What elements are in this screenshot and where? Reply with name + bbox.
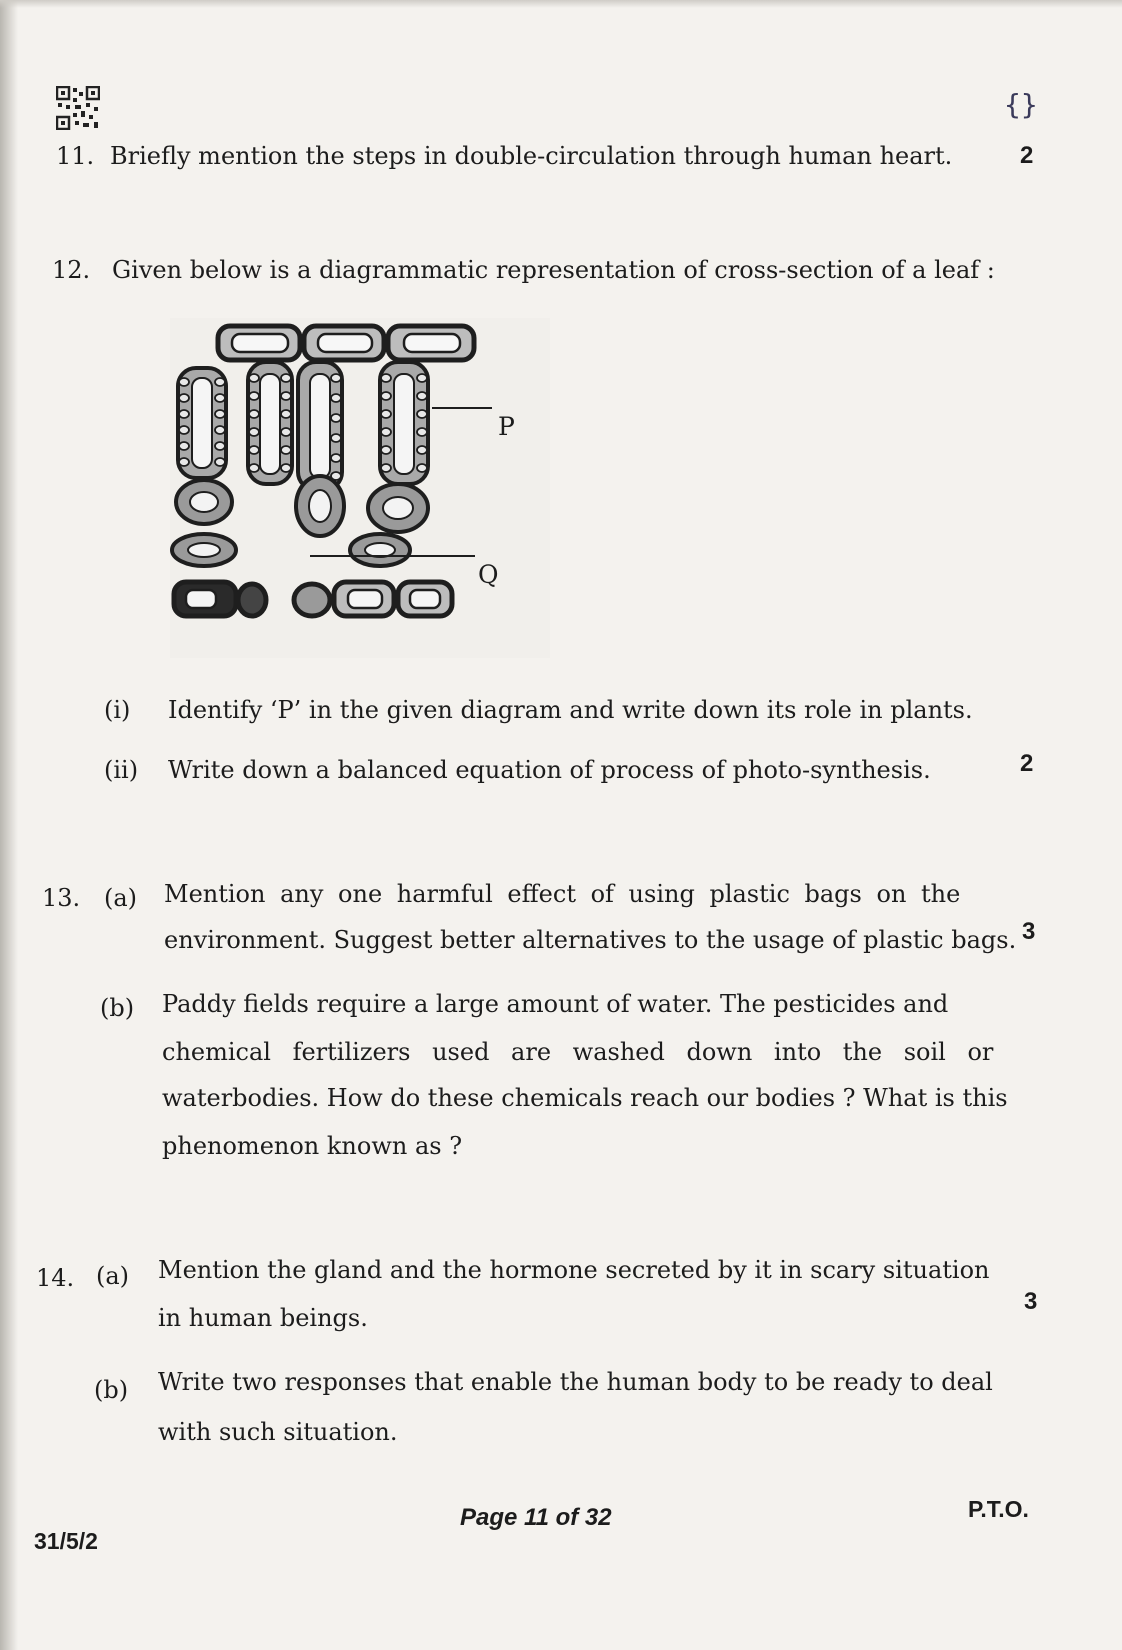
question-13-part-b-label: (b) [100,994,135,1022]
question-14-part-a-line-2: in human beings. [158,1304,368,1332]
question-13-part-b-line-2: chemical fertilizers used are washed down into the soil or [162,1038,994,1066]
leaf-cross-section-diagram [170,318,550,658]
question-14-part-a-line-1: Mention the gland and the hormone secreted by it in scary situation [158,1256,990,1284]
question-11-number: 11. [56,142,95,170]
brace-mark: {} [1004,88,1038,121]
question-13-marks: 3 [1022,918,1036,945]
diagram-label-p: P [498,412,515,441]
question-14-marks: 3 [1024,1288,1038,1315]
diagram-label-q: Q [478,560,499,589]
question-14-part-b-line-1: Write two responses that enable the human body to be ready to deal [158,1368,993,1396]
question-13-part-a-label: (a) [104,884,138,912]
page-edge-shadow [0,0,18,1650]
question-13-part-a-line-2: environment. Suggest better alternatives to the usage of plastic bags. [164,926,1017,954]
qr-code-icon [56,86,100,130]
question-11-marks: 2 [1020,142,1034,169]
question-14-number: 14. [36,1264,75,1292]
page-top-shadow [0,0,1122,8]
question-14-part-b-line-2: with such situation. [158,1418,398,1446]
question-12-part-ii-label: (ii) [104,756,139,784]
question-14-part-b-label: (b) [94,1376,129,1404]
question-13-part-b-line-4: phenomenon known as ? [162,1132,463,1160]
question-12-part-i-text: Identify ‘P’ in the given diagram and write down its role in plants. [168,696,973,724]
question-13-part-a-line-1: Mention any one harmful effect of using plastic bags on the [164,880,961,908]
question-14-part-a-label: (a) [96,1262,130,1290]
question-13-number: 13. [42,884,81,912]
question-11-text: Briefly mention the steps in double-circulation through human heart. [110,142,953,170]
pto-label: P.T.O. [968,1496,1029,1522]
question-12-part-i-label: (i) [104,696,131,724]
question-12-part-ii-text: Write down a balanced equation of process of photo-synthesis. [168,756,931,784]
question-13-part-b-line-3: waterbodies. How do these chemicals reach our bodies ? What is this [162,1084,1008,1112]
question-12-number: 12. [52,256,91,284]
question-12-text: Given below is a diagrammatic representation of cross-section of a leaf : [112,256,995,284]
paper-code: 31/5/2 [34,1528,98,1554]
question-13-part-b-line-1: Paddy fields require a large amount of water. The pesticides and [162,990,949,1018]
question-12-marks: 2 [1020,750,1034,777]
page-number: Page 11 of 32 [460,1504,612,1531]
